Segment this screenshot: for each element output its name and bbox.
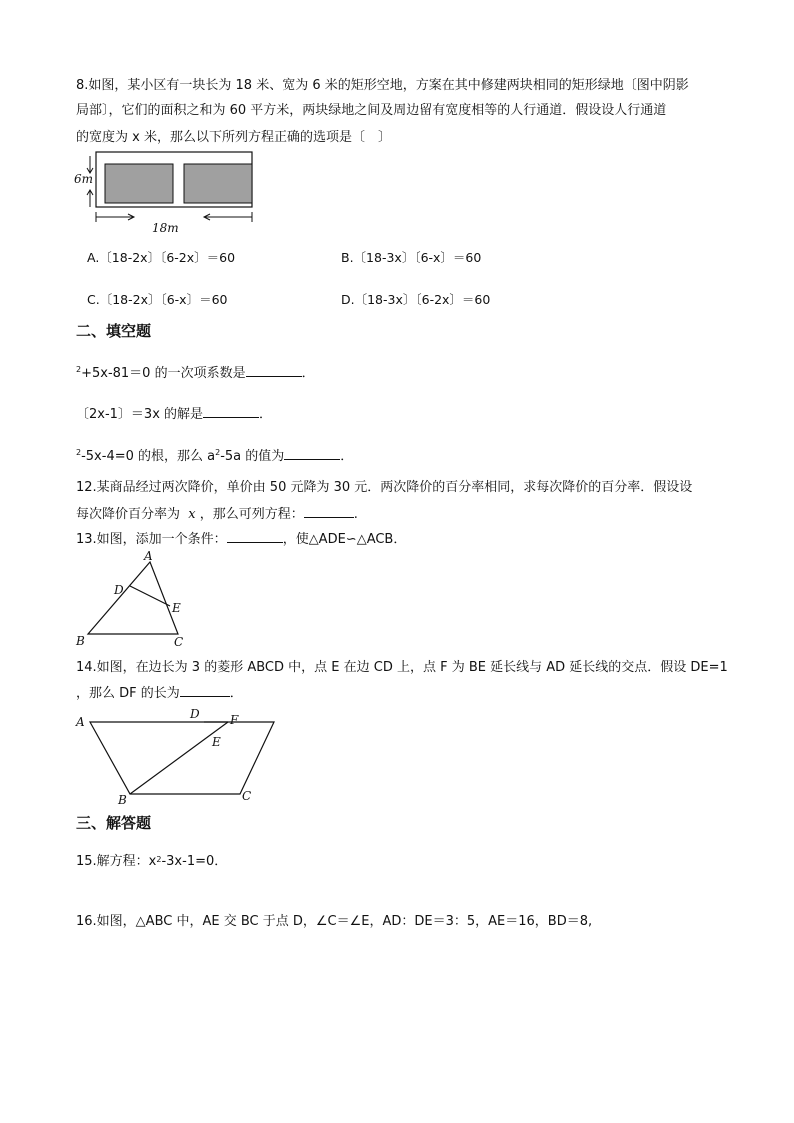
q8-option-b[interactable]: B.〔18-3x〕〔6-x〕＝60: [341, 250, 482, 265]
section-3-title: 三、解答题: [76, 814, 152, 832]
section-2-title: 二、填空题: [76, 322, 152, 340]
q14-text-line1: 14.如图，在边长为 3 的菱形 ABCD 中，点 E 在边 CD 上，点 F 为 BE 延长线与 AD 延长线的交点．假设 DE=1: [76, 660, 728, 675]
q13-label-c: C: [174, 635, 184, 649]
q14-label-d: D: [190, 707, 200, 721]
q13-label-a: A: [144, 549, 153, 563]
q10-answer-blank[interactable]: [203, 405, 259, 418]
q13-label-d: D: [114, 583, 124, 597]
q14-label-e: E: [212, 735, 221, 749]
q8-text-line2: 局部〕，它们的面积之和为 60 平方米，两块绿地之间及周边留有宽度相等的人行通道．假设设人行通道: [76, 103, 667, 118]
q13-label-b: B: [76, 634, 85, 648]
q12-text-line1: 12.某商品经过两次降价，单价由 50 元降为 30 元．两次降价的百分率相同，求每次降价的百分率．假设设: [76, 480, 693, 495]
q13-text: 13.如图，添加一个条件： ，使△ADE∽△ACB．: [76, 532, 407, 547]
q14-answer-blank[interactable]: [180, 684, 230, 697]
q8-option-c[interactable]: C.〔18-2x〕〔6-x〕＝60: [87, 292, 228, 307]
green-plot-right: [184, 164, 252, 203]
q10-text: 〔2x-1〕＝3x 的解是 ．: [76, 407, 273, 422]
q14-label-a: A: [76, 715, 85, 729]
q12-variable: x: [188, 507, 196, 522]
q13-label-e: E: [172, 601, 181, 615]
q9-answer-blank[interactable]: [246, 364, 302, 377]
q11-answer-blank[interactable]: [284, 447, 340, 460]
q12-text-line2: 每次降价百分率为 x ，那么可列方程： .: [76, 507, 358, 522]
q8-option-d[interactable]: D.〔18-3x〕〔6-2x〕＝60: [341, 292, 491, 307]
q8-option-a[interactable]: A.〔18-2x〕〔6-2x〕＝60: [87, 250, 236, 265]
q11-text: $^2$-5x-4=0 的根，那么 $a^2-5a$ 的值为 ．: [76, 448, 354, 464]
q8-text-line1: 8.如图，某小区有一块长为 18 米、宽为 6 米的矩形空地，方案在其中修建两块相同的矩形绿地〔图中阴影: [76, 78, 689, 93]
q13-triangle-figure: [74, 550, 194, 650]
q8-text-line3: 的宽度为 x 米，那么以下所列方程正确的选项是〔 〕: [76, 130, 391, 145]
q8-height-label: 6m: [74, 172, 94, 186]
q8-width-label: 18m: [152, 221, 179, 235]
q15-text: 15.解方程：$x^2-3x-1=0$．: [76, 854, 228, 869]
q12-answer-blank[interactable]: [304, 505, 354, 518]
q14-rhombus-figure: [74, 706, 264, 806]
q8-rectangle-figure: [74, 152, 264, 236]
q16-text: 16.如图，△ABC 中，AE 交 BC 于点 D，∠C＝∠E，AD：DE＝3：5，AE＝16，BD＝8,: [76, 914, 593, 929]
q13-answer-blank[interactable]: [227, 530, 283, 543]
q14-label-c: C: [242, 789, 252, 803]
q14-label-f: F: [230, 713, 239, 727]
green-plot-left: [105, 164, 173, 203]
q9-text: $^2$+5x-81＝0 的一次项系数是 ．: [76, 365, 315, 381]
q14-label-b: B: [118, 793, 127, 807]
q14-text-line2: ，那么 DF 的长为 ．: [76, 686, 243, 701]
